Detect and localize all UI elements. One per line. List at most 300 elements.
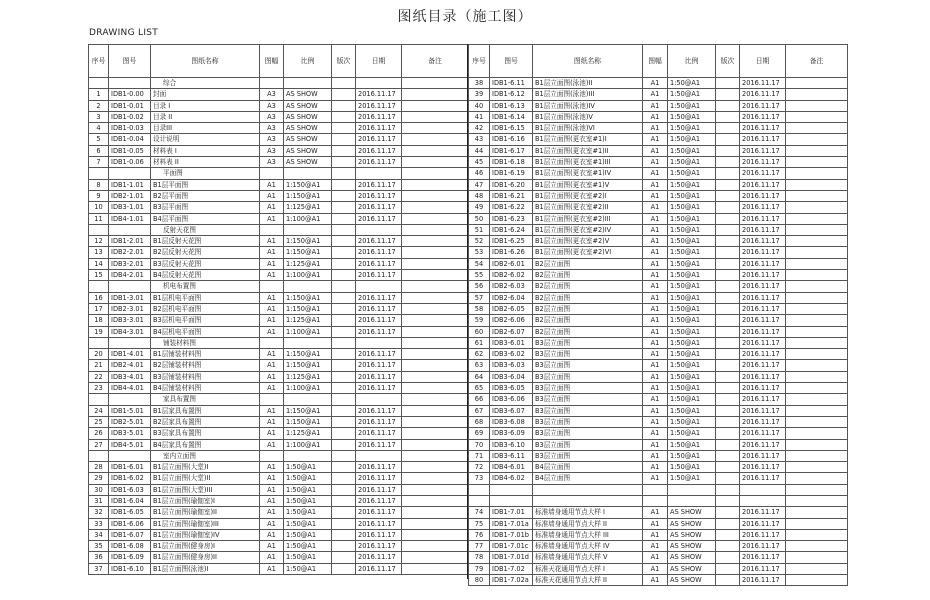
cell-size: A1 [643,371,668,382]
cell-index: 16 [89,292,109,303]
cell-size: A3 [260,134,284,145]
cell-remark [402,326,469,337]
cell-index: 17 [89,303,109,314]
cell-scale: 1:50@A1 [668,360,716,371]
cell-version [332,563,356,574]
cell-date: 2016.11.17 [356,303,402,314]
cell-scale: AS SHOW [668,507,716,518]
table-row [469,100,848,111]
cell-scale: 1:50@A1 [668,281,716,292]
cell-version [716,563,740,574]
cell-date: 2016.11.17 [740,529,786,540]
cell-index: 49 [469,202,490,213]
cell-date: 2016.11.17 [356,484,402,495]
cell-date: 2016.11.17 [740,111,786,122]
cell-size: A1 [260,405,284,416]
cell-date: 2016.11.17 [740,326,786,337]
cell-date: 2016.11.17 [356,247,402,258]
cell-number: IDB1-0.06 [109,157,151,168]
cell-number: IDB1-6.08 [109,541,151,552]
table-row [469,236,848,247]
cell-scale: 1:50@A1 [668,179,716,190]
cell-index: 58 [469,303,490,314]
cell-remark [402,168,469,179]
cell-scale: 1:50@A1 [668,247,716,258]
cell-number: IDB3-6.03 [490,360,533,371]
cell-date: 2016.11.17 [356,326,402,337]
cell-number: IDB1-0.03 [109,123,151,134]
cell-number: IDB4-1.01 [109,213,151,224]
cell-number: IDB2-4.01 [109,360,151,371]
cell-size: A1 [643,518,668,529]
cell-remark [402,439,469,450]
table-row [469,111,848,122]
drawing-table-left [88,44,469,575]
cell-size: A1 [643,236,668,247]
cell-scale: 1:50@A1 [668,337,716,348]
cell-scale: 1:150@A1 [284,303,332,314]
cell-size [643,484,668,495]
cell-remark [786,168,848,179]
cell-number: IDB4-5.01 [109,439,151,450]
cell-version [716,416,740,427]
cell-size: A1 [643,541,668,552]
cell-version [716,134,740,145]
cell-size: A1 [643,529,668,540]
cell-date: 2016.11.17 [356,439,402,450]
cell-number: IDB1-6.07 [109,529,151,540]
cell-scale: 1:50@A1 [668,111,716,122]
cell-scale: 1:50@A1 [668,236,716,247]
cell-remark [402,190,469,201]
table-row [89,563,469,574]
cell-number: IDB1-7.02a [490,575,533,586]
cell-size: A1 [643,247,668,258]
cell-name: B2层立面图 [533,270,643,281]
cell-version [332,450,356,461]
table-header-row [89,45,469,78]
cell-version [332,145,356,156]
cell-date [356,337,402,348]
table-row [469,168,848,179]
cell-name: 标准天花通用节点大样 I [533,563,643,574]
cell-number: IDB1-6.05 [109,507,151,518]
cell-number: IDB4-2.01 [109,270,151,281]
cell-index: 3 [89,111,109,122]
table-row [89,258,469,269]
cell-version [332,202,356,213]
cell-version [332,315,356,326]
cell-version [716,213,740,224]
cell-index: 73 [469,473,490,484]
cell-name: B1层立面图(健身房)I [151,541,260,552]
cell-index: 71 [469,450,490,461]
cell-name: B1层立面图(泳池)III [533,89,643,100]
table-row [469,213,848,224]
cell-date [356,168,402,179]
cell-remark [402,236,469,247]
cell-date [356,281,402,292]
cell-name: B1层立面图(更衣室#2)II [533,202,643,213]
cell-version [332,157,356,168]
cell-date: 2016.11.17 [356,213,402,224]
table-row [89,270,469,281]
cell-remark [402,450,469,461]
cell-number: IDB1-6.13 [490,100,533,111]
cell-size: A1 [260,326,284,337]
cell-index: 34 [89,529,109,540]
cell-name: 材料表 I [151,145,260,156]
cell-version [716,89,740,100]
cell-name: B1层立面图(瑜伽室)I [151,495,260,506]
cell-scale: 1:50@A1 [284,507,332,518]
cell-scale: 1:50@A1 [668,326,716,337]
cell-scale: 1:50@A1 [668,190,716,201]
cell-date: 2016.11.17 [356,145,402,156]
cell-index: 60 [469,326,490,337]
table-row [89,371,469,382]
cell-version [716,100,740,111]
cell-scale [284,168,332,179]
cell-size: A1 [643,507,668,518]
cell-remark [402,484,469,495]
cell-date: 2016.11.17 [356,134,402,145]
cell-size: A1 [643,157,668,168]
table-row [89,473,469,484]
cell-size: A1 [643,179,668,190]
cell-name: 标准天花通用节点大样 II [533,575,643,586]
cell-index: 38 [469,78,490,89]
cell-index: 43 [469,134,490,145]
cell-index: 37 [89,563,109,574]
cell-remark [786,371,848,382]
cell-name: B3层立面图 [533,337,643,348]
cell-number: IDB1-3.01 [109,292,151,303]
cell-size: A1 [643,303,668,314]
col-header-name: 图纸名称 [151,45,260,78]
cell-number: IDB3-5.01 [109,428,151,439]
cell-number: IDB2-6.04 [490,292,533,303]
cell-scale: 1:150@A1 [284,416,332,427]
cell-date: 2016.11.17 [740,247,786,258]
cell-remark [786,292,848,303]
table-row [469,258,848,269]
cell-size: A1 [260,270,284,281]
cell-date: 2016.11.17 [356,383,402,394]
cell-index: 67 [469,405,490,416]
cell-index: 63 [469,360,490,371]
cell-name: B2层立面图 [533,315,643,326]
cell-remark [402,281,469,292]
cell-version [332,349,356,360]
cell-date: 2016.11.17 [740,89,786,100]
cell-remark [786,575,848,586]
cell-version [716,428,740,439]
cell-version [716,337,740,348]
cell-version [716,439,740,450]
cell-name: B1层反射天花图 [151,236,260,247]
cell-number: IDB3-6.04 [490,371,533,382]
cell-remark [786,157,848,168]
cell-version [716,349,740,360]
cell-date: 2016.11.17 [356,371,402,382]
cell-version [716,157,740,168]
cell-date: 2016.11.17 [356,563,402,574]
cell-size [260,224,284,235]
cell-size: A1 [643,552,668,563]
cell-size: A1 [643,270,668,281]
drawing-table-right [468,44,848,586]
cell-version [332,428,356,439]
cell-name: B4层反射天花图 [151,270,260,281]
cell-number: IDB1-7.02 [490,563,533,574]
cell-scale: 1:50@A1 [284,495,332,506]
cell-version [332,190,356,201]
cell-remark [786,202,848,213]
page-title: 图纸目录（施工图） [397,9,533,25]
cell-number: IDB1-0.04 [109,134,151,145]
table-row [89,462,469,473]
table-row [469,134,848,145]
cell-version [332,439,356,450]
cell-name: B3层立面图 [533,383,643,394]
col-header-scale: 比例 [668,45,716,78]
cell-date: 2016.11.17 [356,89,402,100]
cell-date: 2016.11.17 [740,563,786,574]
cell-version [716,315,740,326]
col-header-index: 序号 [469,45,490,78]
cell-index: 23 [89,383,109,394]
cell-date: 2016.11.17 [356,529,402,540]
col-header-index: 序号 [89,45,109,78]
cell-remark [402,394,469,405]
cell-date: 2016.11.17 [740,213,786,224]
cell-version [332,552,356,563]
cell-index: 7 [89,157,109,168]
cell-remark [786,439,848,450]
cell-remark [402,349,469,360]
cell-date: 2016.11.17 [740,123,786,134]
cell-name: B4层平面图 [151,213,260,224]
cell-number: IDB1-6.17 [490,145,533,156]
cell-remark [402,224,469,235]
cell-size: A3 [260,123,284,134]
cell-scale: AS SHOW [668,563,716,574]
cell-date: 2016.11.17 [356,236,402,247]
cell-size: A1 [260,315,284,326]
cell-scale [284,337,332,348]
table-row [89,134,469,145]
cell-scale: 1:125@A1 [284,371,332,382]
cell-date: 2016.11.17 [356,495,402,506]
cell-remark [786,349,848,360]
cell-remark [402,202,469,213]
table-row [469,428,848,439]
cell-scale: 1:50@A1 [668,89,716,100]
cell-version [332,78,356,89]
table-row [469,405,848,416]
cell-scale: 1:150@A1 [284,360,332,371]
cell-index: 74 [469,507,490,518]
cell-name: B2层立面图 [533,326,643,337]
cell-number: IDB3-6.05 [490,383,533,394]
cell-scale: 1:150@A1 [284,190,332,201]
cell-index [89,450,109,461]
cell-scale: 1:50@A1 [284,484,332,495]
cell-date [740,495,786,506]
cell-date: 2016.11.17 [740,507,786,518]
table-row [89,416,469,427]
table-row [89,190,469,201]
cell-remark [786,518,848,529]
cell-version [716,473,740,484]
cell-number: IDB4-3.01 [109,326,151,337]
cell-index: 66 [469,394,490,405]
cell-scale: 1:50@A1 [668,405,716,416]
table-row [469,202,848,213]
cell-index: 24 [89,405,109,416]
cell-size: A1 [643,337,668,348]
cell-name: 室内立面图 [151,450,260,461]
cell-size [260,281,284,292]
cell-remark [786,405,848,416]
cell-scale: 1:150@A1 [284,349,332,360]
cell-index: 57 [469,292,490,303]
cell-remark [402,89,469,100]
table-row [89,360,469,371]
cell-index: 13 [89,247,109,258]
cell-date: 2016.11.17 [740,349,786,360]
cell-scale: 1:50@A1 [668,428,716,439]
table-row [469,292,848,303]
cell-scale: 1:50@A1 [668,258,716,269]
cell-version [332,326,356,337]
cell-scale: 1:50@A1 [668,78,716,89]
cell-remark [786,224,848,235]
cell-remark [786,416,848,427]
table-row [469,190,848,201]
cell-remark [402,405,469,416]
cell-size: A3 [260,100,284,111]
cell-number: IDB2-6.03 [490,281,533,292]
cell-name: B1层立面图(更衣室#1)I [533,134,643,145]
cell-name: 标准墙身通用节点大样 III [533,529,643,540]
cell-date: 2016.11.17 [356,315,402,326]
cell-date: 2016.11.17 [740,157,786,168]
cell-name: B2层平面图 [151,190,260,201]
cell-index [89,281,109,292]
table-row [469,145,848,156]
cell-scale: 1:50@A1 [668,168,716,179]
cell-version [716,518,740,529]
cell-name: B1层立面图(更衣室#2)III [533,213,643,224]
cell-version [332,100,356,111]
table-row [89,179,469,190]
cell-remark [786,89,848,100]
cell-index: 50 [469,213,490,224]
cell-size: A1 [643,563,668,574]
cell-size: A1 [260,439,284,450]
cell-number: IDB1-6.19 [490,168,533,179]
table-row [469,360,848,371]
cell-version [332,258,356,269]
cell-remark [786,134,848,145]
section-row [89,337,469,348]
cell-date: 2016.11.17 [356,190,402,201]
cell-version [716,541,740,552]
cell-name: 标准墙身通用节点大样 I [533,507,643,518]
cell-date: 2016.11.17 [356,507,402,518]
cell-size: A3 [260,89,284,100]
cell-index: 30 [89,484,109,495]
table-row [89,405,469,416]
cell-number: IDB1-6.16 [490,134,533,145]
cell-scale: 1:150@A1 [284,405,332,416]
cell-date: 2016.11.17 [356,349,402,360]
cell-remark [402,270,469,281]
cell-name: B1层立面图(瑜伽室)III [151,518,260,529]
section-row [89,450,469,461]
cell-date: 2016.11.17 [356,518,402,529]
cell-scale: 1:50@A1 [668,315,716,326]
cell-name: B1层立面图(更衣室#2)V [533,236,643,247]
cell-version [716,383,740,394]
cell-index: 62 [469,349,490,360]
col-header-remark: 备注 [786,45,848,78]
cell-scale: 1:50@A1 [668,383,716,394]
cell-remark [786,236,848,247]
cell-remark [402,111,469,122]
cell-index: 79 [469,563,490,574]
table-row [89,529,469,540]
cell-version [332,541,356,552]
cell-size: A1 [643,315,668,326]
cell-index: 33 [89,518,109,529]
cell-index: 59 [469,315,490,326]
cell-date: 2016.11.17 [356,202,402,213]
cell-size: A1 [643,575,668,586]
cell-size: A1 [643,383,668,394]
cell-index: 36 [89,552,109,563]
table-row [89,111,469,122]
cell-number: IDB3-3.01 [109,315,151,326]
cell-version [716,236,740,247]
cell-remark [402,371,469,382]
table-row [469,394,848,405]
table-row [469,529,848,540]
cell-number: IDB3-6.09 [490,428,533,439]
cell-remark [786,541,848,552]
cell-date: 2016.11.17 [740,416,786,427]
table-header-row [469,45,848,78]
cell-name: 家具布置图 [151,394,260,405]
table-row [469,507,848,518]
cell-name: B3层机电平面图 [151,315,260,326]
cell-index: 42 [469,123,490,134]
cell-size: A3 [260,145,284,156]
cell-date: 2016.11.17 [740,303,786,314]
section-row [89,78,469,89]
table-row [469,270,848,281]
cell-scale: 1:100@A1 [284,270,332,281]
table-row [89,428,469,439]
cell-date: 2016.11.17 [740,383,786,394]
cell-remark [786,428,848,439]
cell-name: B1层立面图(更衣室#2)VI [533,247,643,258]
section-row [89,224,469,235]
cell-version [716,529,740,540]
cell-name [533,495,643,506]
